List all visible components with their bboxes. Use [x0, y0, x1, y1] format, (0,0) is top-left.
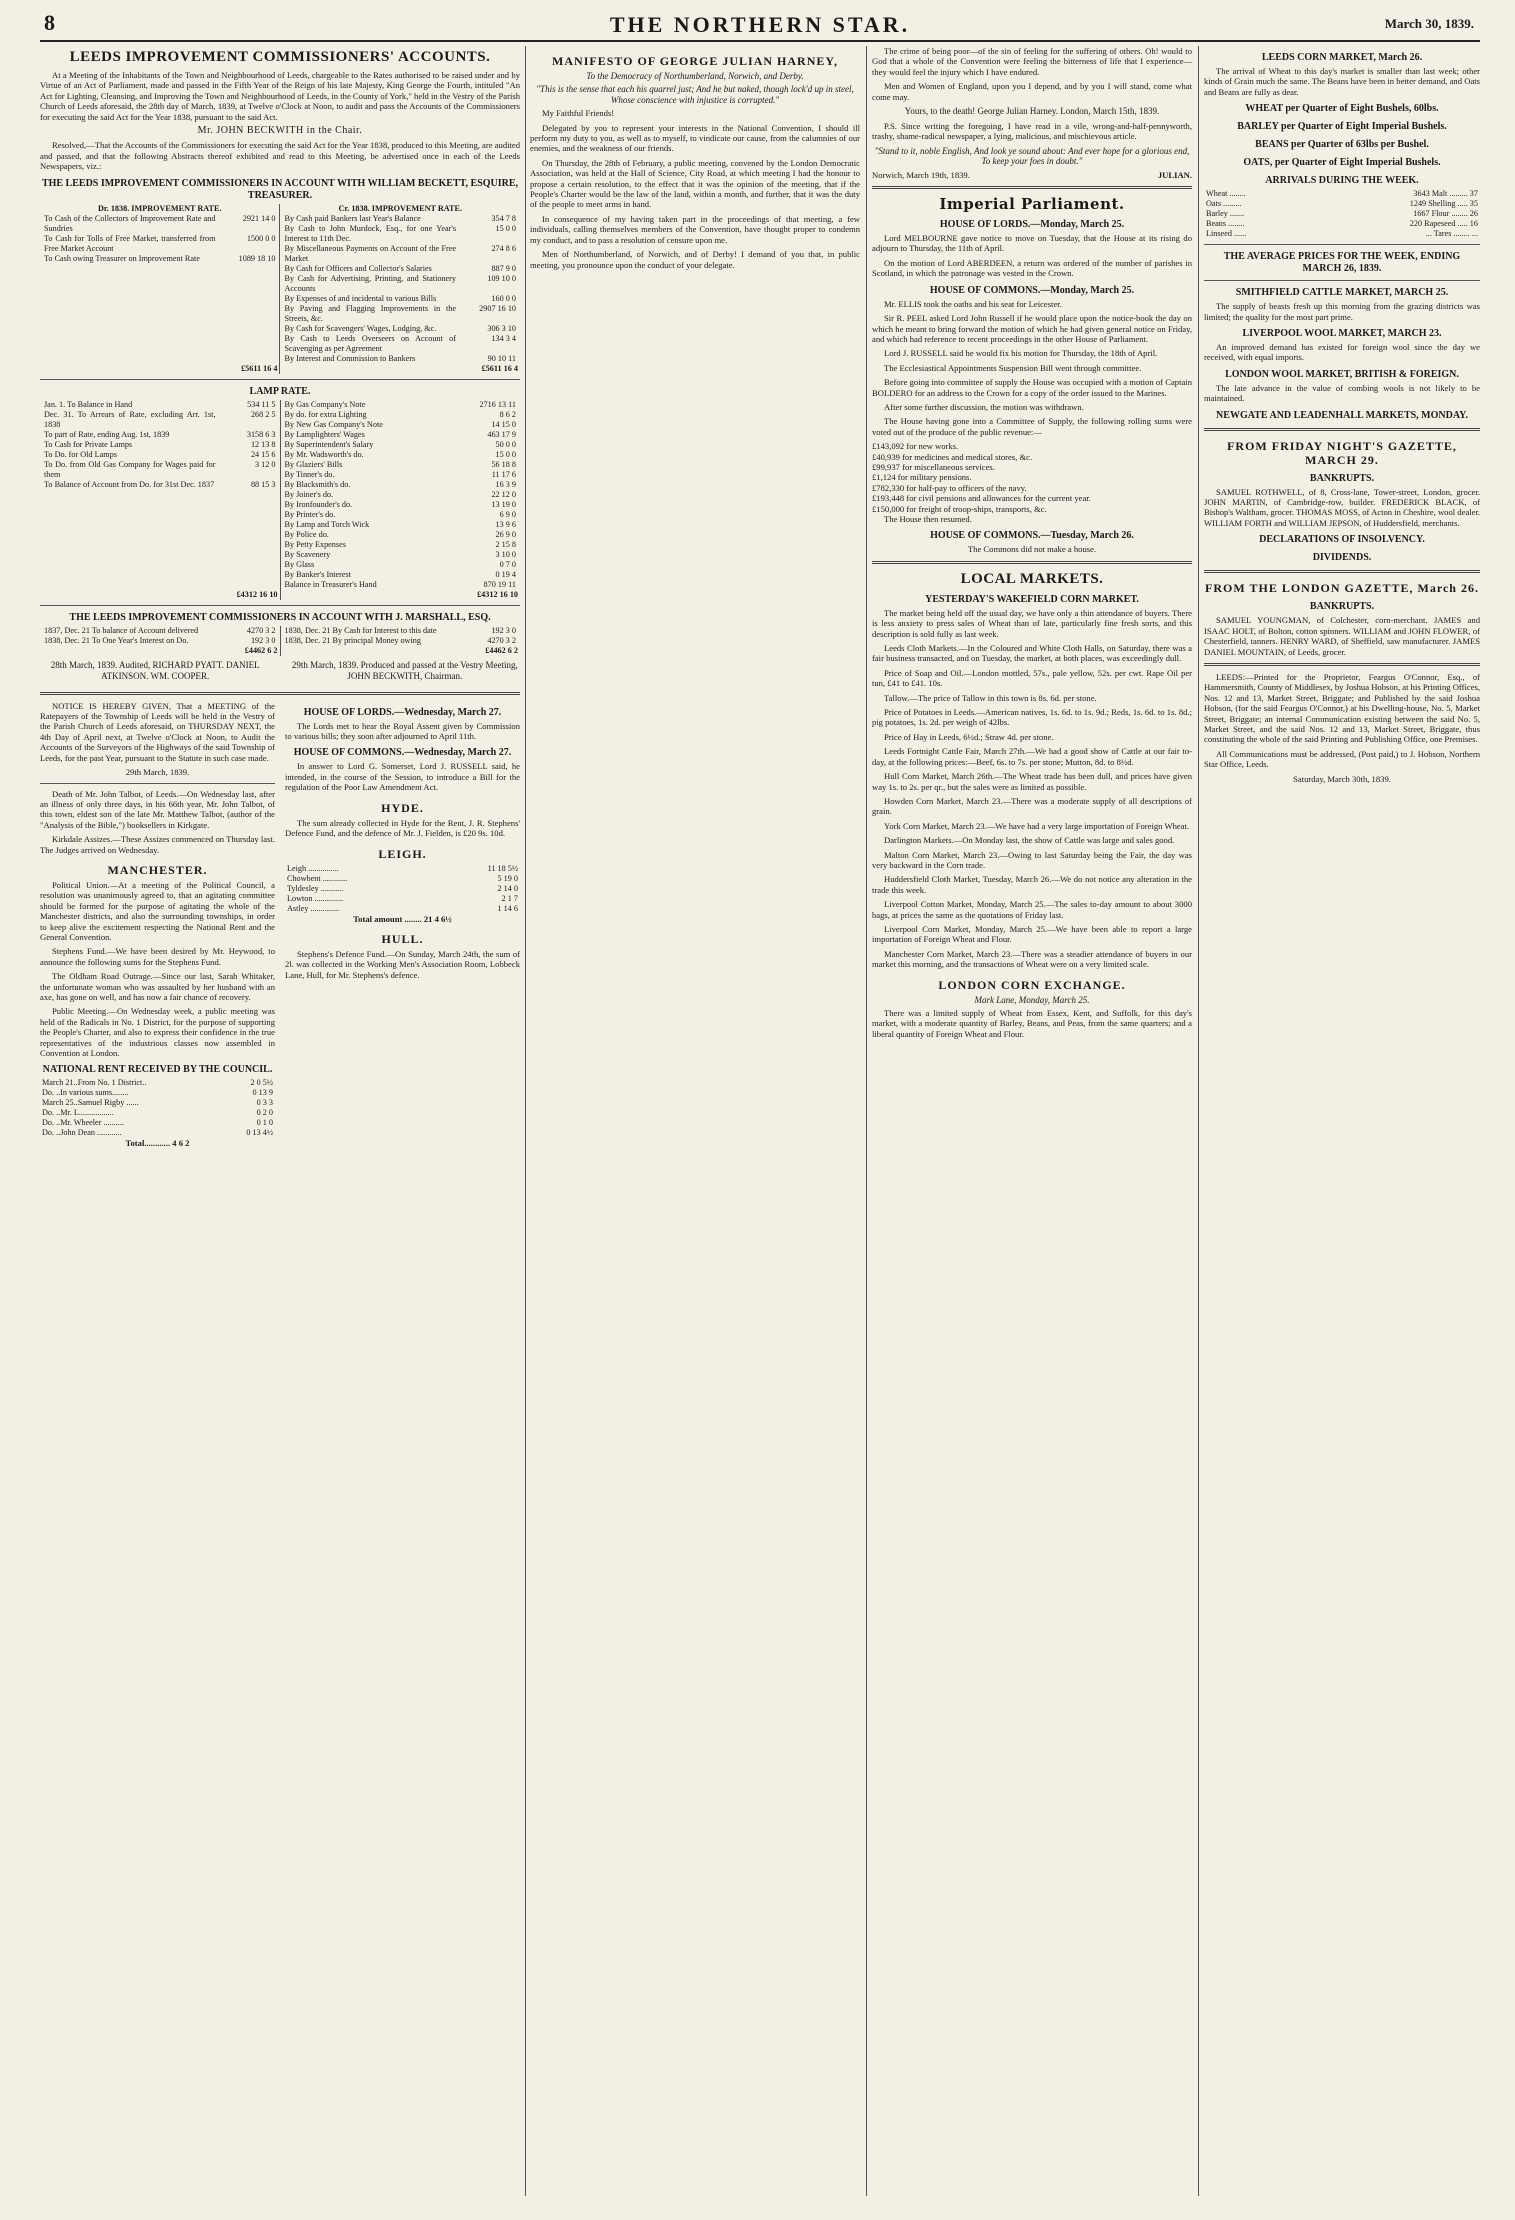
rent-amount: 2 0 5½	[250, 1078, 273, 1088]
leigh-item: Tyldesley ...........	[287, 883, 344, 893]
manifesto-poem: "Stand to it, noble English, And look ye sound about: And ever hope for a glorious end, To keep your foes in doubt."	[874, 145, 1190, 167]
account-row-amount: 26 9 0	[495, 529, 516, 539]
market-report: Price of Soap and Oil.—London mottled, 57s., pale yellow, 52s. per cwt. Rape Oil per tun, £41 to £41. 10s.	[872, 667, 1192, 689]
leigh-total: Total amount ........ 21 4 6½	[353, 913, 452, 924]
imperial-parliament-heading: Imperial Parliament.	[939, 195, 1125, 214]
barley-heading: BARLEY per Quarter of Eight Imperial Bushels.	[1237, 121, 1447, 133]
account-row-amount: 3 12 0	[255, 459, 276, 469]
table-row	[1204, 199, 1480, 209]
table-row	[285, 864, 520, 874]
audit-left: 28th March, 1839. Audited, RICHARD PYATT. DANIEL ATKINSON. WM. COOPER.	[50, 659, 260, 681]
account-row-item: 1838, Dec. 21 By principal Money owing	[284, 635, 421, 645]
account-1-total: £5611 16 4	[481, 363, 518, 373]
london-corn-heading: LONDON CORN EXCHANGE.	[938, 977, 1126, 992]
arrival-amount: 1249 Shelling ..... 35	[1409, 199, 1478, 209]
account-2-total: £4462 6 2	[244, 645, 278, 655]
manifesto-paragraph: Delegated by you to represent your interests in the National Convention, I should ill perform my duty to you, as well as to myself, to vindicate our cause, from the calumnies of our enemies, and the weakness of our friends.	[530, 122, 860, 154]
leigh-item: Leigh ...............	[287, 863, 339, 873]
commons-report: Mr. ELLIS took the oaths and his seat for Leicester.	[884, 298, 1062, 309]
account-row-item: 1837, Dec. 21 To balance of Account delivered	[44, 625, 199, 635]
gazette-heading: FROM THE LONDON GAZETTE, March 26.	[1205, 581, 1479, 596]
divider	[1204, 244, 1480, 245]
divider	[40, 692, 520, 695]
account-row-amount: 268 2 5	[250, 409, 276, 419]
arrivals-heading: ARRIVALS DURING THE WEEK.	[1265, 175, 1419, 187]
account-row-item: By Banker's Interest	[284, 569, 352, 579]
account-row-amount: 870 19 11	[483, 579, 516, 589]
account-row-item: By Cash for Officers and Collector's Salaries	[284, 263, 432, 273]
account-row-item: By Glass	[284, 559, 315, 569]
resolution-text: Resolved,—That the Accounts of the Commissioners for executing the said Act for the Year 1838, produced to this Meeting, are audited and passed, and that the following Abstracts thereof exhibited and read to this Meeting, be advertised once in each of the Leeds Newspapers, viz.:	[40, 140, 520, 172]
poem-signer: JULIAN.	[1157, 169, 1192, 180]
manifesto-salutation: My Faithful Friends!	[542, 108, 615, 119]
market-report: The arrival of Wheat to this day's market is smaller than last week; other kinds of Grain much the same. The Beans have been in better demand, and Oats and Beans are fully as dear.	[1204, 66, 1480, 97]
arrival-item: Linseed ......	[1206, 229, 1247, 239]
account-row-item: By Interest and Commission to Bankers	[284, 353, 416, 363]
leeds-corn-heading: LEEDS CORN MARKET, March 26.	[1261, 52, 1423, 63]
market-report: The late advance in the value of combing wools is not likely to be maintained.	[1204, 382, 1480, 404]
account-row-amount: 15 0 0	[495, 223, 516, 233]
account-row-amount: 16 3 9	[495, 479, 516, 489]
market-report: There was a limited supply of Wheat from Essex, Kent, and Suffolk, for this day's market, with a moderate quantity of Barley, Beans, and Peas, from the same quarters; and a liberal quantity of Foreign Wheat and Flour.	[872, 1008, 1192, 1039]
hull-report: Stephens's Defence Fund.—On Sunday, March 24th, the sum of 2l. was collected in the Working Men's Association Room, Lobbeck Lane, Hull, for Mr. Stephens's defence.	[285, 948, 520, 980]
lords-heading: HOUSE OF LORDS.—Monday, March 25.	[939, 219, 1125, 231]
imprint-date: Saturday, March 30th, 1839.	[1293, 773, 1391, 784]
account-row-item: By Lamp and Torch Wick	[284, 519, 370, 529]
market-report: The supply of beasts fresh up this morning from the grazing districts was limited; the quality for the most part prime.	[1204, 301, 1480, 322]
london-wool-heading: LONDON WOOL MARKET, BRITISH & FOREIGN.	[1225, 368, 1459, 380]
manchester-heading: MANCHESTER.	[107, 862, 208, 877]
list-item: £193,448 for civil pensions and allowances for the current year.	[872, 493, 1091, 504]
rent-item: Do. ..Mr. L.................	[42, 1108, 114, 1118]
account-row-item: By Cash to Leeds Overseers on Account of Scavenging as per Agreement	[284, 333, 456, 353]
column-2	[530, 46, 860, 2196]
list-item: £143,092 for new works.	[872, 441, 959, 452]
account-row-item: To Do. from Old Gas Company for Wages paid for them	[44, 459, 216, 479]
account-row-item: By Cash for Advertising, Printing, and Stationery Accounts	[284, 273, 456, 293]
account-row-amount: 2 15 8	[495, 539, 516, 549]
account-row-amount: 15 0 0	[495, 449, 516, 459]
account-row-item: By Gas Company's Note	[284, 399, 366, 409]
account-1-table	[40, 204, 520, 374]
leigh-heading: LEIGH.	[378, 846, 427, 861]
account-row-item: By do. for extra Lighting	[284, 409, 367, 419]
column-rule	[525, 46, 526, 2196]
manifesto-paragraph: On Thursday, the 28th of February, a public meeting, convened by the London Democratic Association, was held at the Hall of Science, City Road, at which meeting I had the honour to propose a certain resolution, to the effect that it was the opinion of the meeting, that if the People's Charter would be the law of the land, within a month, and further, that it was the duty of the people to meet arms in hand.	[530, 157, 860, 210]
divider	[1204, 663, 1480, 666]
account-row-item: By Ironfounder's do.	[284, 499, 353, 509]
col1-lower	[40, 701, 520, 1149]
market-report: Manchester Corn Market, March 23.—There was a steadier attendance of buyers in our market this morning, and the transactions of Wheat were on a very limited scale.	[872, 948, 1192, 970]
lamp-total: £4312 16 10	[280, 590, 520, 600]
lords-report: On the motion of Lord ABERDEEN, a return was ordered of the number of parishes in Scotland, in which the patronage was vested in the Crown.	[872, 257, 1192, 279]
market-report: An improved demand has existed for foreign wool since the day we received, with equal imports.	[1204, 342, 1480, 363]
table-row	[40, 1088, 275, 1098]
newgate-heading: NEWGATE AND LEADENHALL MARKETS, MONDAY.	[1216, 409, 1468, 421]
divider	[1204, 428, 1480, 431]
bankrupts-heading: BANKRUPTS.	[1309, 472, 1375, 484]
average-prices-heading: THE AVERAGE PRICES FOR THE WEEK, ENDING MARCH 26, 1839.	[1223, 251, 1461, 275]
liverpool-wool-heading: LIVERPOOL WOOL MARKET, MARCH 23.	[1242, 328, 1442, 340]
national-rent-total: Total............ 4 6 2	[125, 1138, 190, 1149]
account-row-amount: 463 17 9	[487, 429, 516, 439]
table-row	[40, 1118, 275, 1128]
imprint: LEEDS:—Printed for the Proprietor, Feargus O'Connor, Esq., of Hammersmith, County of Middlesex, by Joshua Hobson, at his Printing Offices, Nos. 12 and 13, Market Street, Briggate; and Published by the said Joshua Hobson, (for the said Feargus O'Connor,) at his Dwelling-house, No. 5, Market Street, Briggate; an internal Communication existing between the said No. 5, Market Street, and the said Nos. 12 and 13, Market Street, Briggate, thus constituting the whole of the said Printing and Publishing Office, one Premises.	[1204, 671, 1480, 745]
commons-report: The House having gone into a Committee of Supply, the following rolling sums were voted out of the produce of the public revenue:—	[872, 416, 1192, 437]
account-row-amount: 14 15 0	[491, 419, 516, 429]
account-row-amount: 192 3 0	[491, 625, 516, 635]
masthead	[40, 8, 1480, 42]
account-row-amount: 534 11 5	[247, 399, 276, 409]
oats-heading: OATS, per Quarter of Eight Imperial Bushels.	[1243, 157, 1441, 169]
divider	[1204, 570, 1480, 573]
col1-lower-right	[285, 701, 520, 1149]
account-row-item: By Lamplighters' Wages	[284, 429, 365, 439]
audit-right: 29th March, 1839. Produced and passed at the Vestry Meeting, JOHN BECKWITH, Chairman.	[291, 659, 518, 681]
commons-heading: HOUSE OF COMMONS.—Monday, March 25.	[929, 284, 1135, 296]
account-1-debits	[42, 214, 277, 264]
gazette-heading: FROM FRIDAY NIGHT'S GAZETTE, MARCH 29.	[1227, 438, 1457, 467]
list-item: £99,937 for miscellaneous services.	[872, 461, 995, 472]
market-report: Liverpool Corn Market, Monday, March 25.—We have been able to report a large importation of Foreign Wheat and Flour.	[872, 923, 1192, 945]
account-2-table	[40, 626, 520, 656]
table-row	[285, 874, 520, 884]
account-row-item: To Do. for Old Lamps	[44, 449, 117, 459]
market-report: Leeds Cloth Markets.—In the Coloured and White Cloth Halls, on Saturday, there was a fair business transacted, and on Tuesday, the market, at both places, was exceedingly dull.	[872, 643, 1192, 664]
highways-notice: NOTICE IS HEREBY GIVEN, That a MEETING of the Ratepayers of the Township of Leeds will be held in the Vestry of the Parish Church of Leeds aforesaid, on THURSDAY NEXT, the 4th Day of April next, at Twelve o'Clock at Noon, to Audit the Accounts of the Surveyors of the Highways of the said Township of Leeds, for the past Year, pursuant to the Statute in such case made.	[40, 700, 275, 763]
account-row-amount: 4270 3 2	[246, 625, 276, 635]
lamp-total: £4312 16 10	[236, 589, 278, 599]
market-report: Leeds Fortnight Cattle Fair, March 27th.—We had a good show of Cattle at our fair to-day, at the following prices:—Beef, 6s. to 7s. per stone; Mutton, 8d. to 8½d.	[872, 746, 1192, 767]
bankrupts-heading: BANKRUPTS.	[1309, 601, 1375, 613]
arrival-item: Barley .......	[1206, 209, 1245, 219]
commons-report: In answer to Lord G. Somerset, Lord J. RUSSELL said, he intended, in the course of the Session, to introduce a Bill for the regulation of the Poor Law Amendment Act.	[285, 761, 520, 793]
manifesto-subheading: To the Democracy of Northumberland, Norwich, and Derby.	[586, 71, 804, 81]
manifesto-paragraph: Men of Northumberland, of Norwich, and of Derby! I demand of you that, in public meeting, you pronounce upon the conduct of your delegate.	[530, 249, 860, 270]
account-row-amount: 13 9 6	[495, 519, 516, 529]
account-row-item: By Cash for Scavengers' Wages, Lodging, &c.	[284, 323, 437, 333]
account-row-amount: 160 0 0	[491, 293, 516, 303]
commons-heading: HOUSE OF COMMONS.—Wednesday, March 27.	[293, 747, 512, 759]
market-report: York Corn Market, March 23.—We have had a very large importation of Foreign Wheat.	[884, 820, 1190, 831]
account-row-amount: 0 7 0	[499, 559, 516, 569]
account-1-total: £5611 16 4	[241, 363, 278, 373]
account-row-item: To Cash of the Collectors of Improvement Rate and Sundries	[44, 213, 216, 233]
leigh-amount: 5 19 0	[497, 873, 518, 883]
london-corn-subheading: Mark Lane, Monday, March 25.	[974, 994, 1090, 1005]
account-row-amount: 11 17 6	[491, 469, 516, 479]
wheat-heading: WHEAT per Quarter of Eight Bushels, 60lbs.	[1245, 103, 1439, 115]
local-markets-heading: LOCAL MARKETS.	[960, 570, 1104, 587]
account-1-cr-head: Cr. 1838. IMPROVEMENT RATE.	[280, 204, 520, 214]
commons-report: The Ecclesiastical Appointments Suspension Bill went through committee.	[884, 362, 1142, 373]
account-row-amount: 192 3 0	[250, 635, 276, 645]
manifesto-paragraph: In consequence of my having taken part in the proceedings of that meeting, a few individuals, calling themselves members of the Convention, have thought proper to condemn my conduct, and to pass a resolution of censure upon me.	[530, 213, 860, 245]
table-row	[1204, 189, 1480, 199]
market-report: Hull Corn Market, March 26th.—The Wheat trade has been dull, and prices have given way 1s. to 2s. per qr., but the sales were as limited as possible.	[872, 771, 1192, 792]
beans-heading: BEANS per Quarter of 63lbs per Bushel.	[1255, 139, 1429, 151]
poem-date: Norwich, March 19th, 1839.	[872, 169, 970, 180]
notice-date: 29th March, 1839.	[125, 767, 190, 778]
list-item: £1,124 for military pensions.	[872, 472, 972, 483]
account-row-amount: 274 8 6	[491, 243, 516, 253]
leigh-item: Lowton ..............	[287, 893, 344, 903]
bankrupts-list: SAMUEL ROTHWELL, of 8, Cross-lane, Tower-street, London, grocer. JOHN MARTIN, of Cambridge-row, builder. FREDERICK BLACK, of Bishop's Waltham, grocer. THOMAS MOSS, of Acton in Cheshire, wool dealer. WILLIAM FORTH and WILLIAM JEPSON, of Huddersfield, merchants.	[1204, 486, 1480, 528]
account-row-amount: 22 12 0	[491, 489, 516, 499]
divider	[40, 783, 275, 784]
wakefield-heading: YESTERDAY'S WAKEFIELD CORN MARKET.	[925, 593, 1139, 605]
rent-amount: 0 2 0	[256, 1108, 273, 1118]
accounts-intro: At a Meeting of the Inhabitants of the Town and Neighbourhood of Leeds, chargeable to the Rates authorised to be raised under and by Virtue of an Act of Parliament, made and passed in the Fifth Year of the Reign of his late Majesty, King George the Fourth, intituled "An Act for Lighting, Cleansing, and Improving the Town and Neighbourhood of Leeds, in the County of York," held in the Vestry of the Parish Church of Leeds aforesaid, the 28th day of March, 1839, at Twelve o'Clock at Noon, to audit and pass the Accounts of the Commissioners for executing the said Act for the Year 1838, pursuant to the said Act.	[40, 70, 520, 122]
account-row-item: 1838, Dec. 21 To One Year's Interest on Do.	[44, 635, 189, 645]
account-row-amount: 56 18 8	[491, 459, 516, 469]
account-row-amount: 2716 13 11	[479, 399, 516, 409]
hyde-report: The sum already collected in Hyde for the Rent, J. R. Stephens' Defence Fund, and the defence of Mr. J. Fielden, is £20 9s. 10d.	[285, 817, 520, 839]
table-row	[1204, 219, 1480, 229]
market-report: Malton Corn Market, March 23.—Owing to last Saturday being the Fair, the day was very backward in the Corn trade.	[872, 849, 1192, 870]
account-row-amount: 24 15 6	[250, 449, 276, 459]
divider	[1204, 280, 1480, 281]
leigh-item: Astley ..............	[287, 903, 340, 913]
account-row-item: By Glaziers' Bills	[284, 459, 343, 469]
rent-item: March 25..Samuel Rigby ......	[42, 1098, 139, 1108]
rent-amount: 0 1 0	[256, 1118, 273, 1128]
column-rule	[1198, 46, 1199, 2196]
list-item: £150,000 for freight of troop-ships, transports, &c.	[872, 503, 1047, 514]
hull-heading: HULL.	[381, 931, 424, 946]
market-report: Tallow.—The price of Tallow in this town is 8s. 6d. per stone.	[884, 692, 1097, 703]
account-row-amount: 354 7 8	[491, 213, 516, 223]
account-row-item: By Printer's do.	[284, 509, 336, 519]
column-4	[1204, 46, 1480, 2196]
public-meeting: Public Meeting.—On Wednesday week, a public meeting was held of the Radicals in No. 1 District, for the purpose of supporting the People's Charter, and also to express their confidence in the true representatives of the industrious classes now assembled in Convention at London.	[40, 1006, 275, 1059]
column-1	[40, 46, 520, 2196]
table-row	[285, 894, 520, 904]
account-row-amount: 109 10 0	[487, 273, 516, 283]
oldham-outrage: The Oldham Road Outrage.—Since our last, Sarah Whitaker, the unfortunate woman who was assaulted by her husband with an axe, has gone on well, and has now a fair chance of recovery.	[40, 971, 275, 1002]
account-row-item: By Miscellaneous Payments on Account of the Free Market	[284, 243, 456, 263]
divider	[40, 605, 520, 606]
manifesto-sign-off: Yours, to the death! George Julian Harney. London, March 15th, 1839.	[904, 106, 1160, 117]
col1-lower-left	[40, 701, 275, 1149]
account-row-item: By Tinner's do.	[284, 469, 335, 479]
leigh-amount: 1 14 6	[497, 903, 518, 913]
account-row-item: By Expenses of and incidental to various Bills	[284, 293, 437, 303]
account-row-amount: 88 15 3	[250, 479, 276, 489]
account-row-amount: 6 9 0	[499, 509, 516, 519]
arrival-amount: ... Tares ........ ...	[1425, 229, 1478, 239]
poem-signature	[872, 170, 1192, 180]
arrival-amount: 1667 Flour ........ 26	[1413, 209, 1478, 219]
market-report: The market being held off the usual day, we have only a thin attendance of buyers. There is less anxiety to press sales of Wheat than of late, particularly fine fresh sorts, and this description is sold fully as last week.	[872, 607, 1192, 639]
account-row-amount: 887 9 0	[491, 263, 516, 273]
arrival-item: Oats .........	[1206, 199, 1242, 209]
table-row	[285, 904, 520, 914]
account-row-item: Balance in Treasurer's Hand	[284, 579, 377, 589]
account-row-amount: 90 10 11	[487, 353, 516, 363]
account-row-item: By Police do.	[284, 529, 329, 539]
table-row	[40, 1098, 275, 1108]
insolvency-heading: DECLARATIONS OF INSOLVENCY.	[1259, 534, 1425, 546]
account-row-item: By Cash to John Murdock, Esq., for one Year's Interest to 11th Dec.	[284, 223, 456, 243]
smithfield-heading: SMITHFIELD CATTLE MARKET, MARCH 25.	[1235, 287, 1449, 299]
account-row-amount: 8 6 2	[499, 409, 516, 419]
supply-list	[872, 441, 1192, 514]
account-row-item: By Scavenery	[284, 549, 331, 559]
account-1-dr-head: Dr. 1838. IMPROVEMENT RATE.	[97, 203, 222, 213]
leigh-amount: 2 1 7	[501, 893, 518, 903]
leigh-item: Chowbent ............	[287, 873, 348, 883]
account-row-item: To Cash for Tolls of Free Market, transferred from Free Market Account	[44, 233, 216, 253]
page-number: 8	[44, 10, 55, 35]
lords-report: Lord MELBOURNE gave notice to move on Tuesday, that the House at its rising do adjourn to Thursday, the 11th of April.	[872, 233, 1192, 254]
rent-amount: 0 13 9	[252, 1088, 273, 1098]
market-report: Darlington Markets.—On Monday last, the show of Cattle was large and sales good.	[884, 835, 1175, 846]
account-row-item: To part of Rate, ending Aug. 1st, 1839	[44, 429, 170, 439]
account-row-amount: 134 3 4	[491, 333, 516, 343]
account-row-amount: 306 3 10	[487, 323, 516, 333]
rent-amount: 0 3 3	[256, 1098, 273, 1108]
political-union: Political Union.—At a meeting of the Political Council, a resolution was unanimously agreed to, that an agitating committee should be formed for the purpose of agitating the whole of the Manchester districts, and also the surrounding townships, in order to keep alive the excitement respecting the National Rent and the General Convention.	[40, 879, 275, 942]
manifesto-verse: "This is the sense that each his quarrel just; And he but naked, though lock'd up in steel, Whose conscience with injustice is corrupted."	[536, 84, 854, 105]
audit-signatures	[40, 656, 520, 686]
market-report: Price of Potatoes in Leeds.—American natives, 1s. 6d. to 1s. 9d.; Reds, 1s. 6d. to 1s. 8d.; pig potatoes, 1s. 2d. per weigh of 42lbs.	[872, 707, 1192, 728]
account-1-credits	[282, 214, 518, 364]
column-rule	[866, 46, 867, 2196]
issue-date: March 30, 1839.	[1384, 16, 1474, 31]
hyde-heading: HYDE.	[381, 800, 424, 815]
commons-heading: HOUSE OF COMMONS.—Tuesday, March 26.	[930, 530, 1134, 542]
account-row-item: By New Gas Company's Note	[284, 419, 383, 429]
list-item: £782,330 for half-pay to officers of the navy.	[872, 482, 1027, 493]
account-row-amount: 1089 18 10	[238, 253, 276, 263]
account-row-item: By Paving and Flagging Improvements in the Streets, &c.	[284, 303, 456, 323]
account-row-item: By Cash paid Bankers last Year's Balance	[284, 213, 421, 223]
account-2-total: £4462 6 2	[280, 646, 520, 656]
account-row-item: By Petty Expenses	[284, 539, 346, 549]
kirkdale-assizes: Kirkdale Assizes.—These Assizes commenced on Thursday last. The Judges arrived on Wednesday.	[40, 834, 275, 855]
manifesto-postscript: P.S. Since writing the foregoing, I have read in a vile, wrong-and-half-pennyworth, trashy, shame-radical newspaper, a lying, malicious, and mischievous article.	[872, 121, 1192, 142]
account-row-item: By Superintendent's Salary	[284, 439, 374, 449]
account-row-item: By Joiner's do.	[284, 489, 334, 499]
imprint-contact: All Communications must be addressed, (Post paid,) to J. Hobson, Northern Star Office, Leeds.	[1204, 748, 1480, 770]
account-row-amount: 3158 6 3	[246, 429, 276, 439]
commons-report: Before going into committee of supply the House was occupied with a motion of Captain BOLDERO for an address to the Crown for a copy of the order issued to the Marines.	[872, 377, 1192, 398]
arrivals-table	[1204, 189, 1480, 239]
account-row-amount: 1500 0 0	[246, 233, 276, 243]
leigh-table	[285, 864, 520, 914]
table-row	[40, 1108, 275, 1118]
market-report: Howden Corn Market, March 23.—There was a moderate supply of all descriptions of grain.	[872, 795, 1192, 817]
market-report: Liverpool Cotton Market, Monday, March 25.—The sales to-day amount to about 3000 bags, at prices the same as the quotations of Friday last.	[872, 899, 1192, 920]
commons-report: Sir R. PEEL asked Lord John Russell if he would place upon the notice-book the day on which he meant to bring forward the motion of which he had given general notice on Friday, and which had reference to recent proceedings in the other House of Parliament.	[872, 313, 1192, 344]
account-row-item: By Blacksmith's do.	[284, 479, 351, 489]
account-row-item: To Cash owing Treasurer on Improvement Rate	[44, 253, 200, 263]
lords-heading: HOUSE OF LORDS.—Wednesday, March 27.	[303, 706, 502, 718]
rent-item: March 21..From No. 1 District..	[42, 1078, 147, 1088]
table-row	[1204, 209, 1480, 219]
newspaper-title: THE NORTHERN STAR.	[609, 12, 911, 37]
manifesto-paragraph: Men and Women of England, upon you I depend, and by you I will stand, come what come may.	[872, 81, 1192, 102]
divider	[872, 186, 1192, 189]
table-row	[1204, 229, 1480, 239]
account-row-item: By Mr. Wadsworth's do.	[284, 449, 364, 459]
lamp-rate-table	[40, 400, 520, 600]
account-row-item: Jan. 1. To Balance in Hand	[44, 399, 133, 409]
market-report: Huddersfield Cloth Market, Tuesday, March 26.—We do not notice any alteration in the trade this week.	[872, 874, 1192, 895]
account-row-amount: 3 10 0	[495, 549, 516, 559]
national-rent-heading: NATIONAL RENT RECEIVED BY THE COUNCIL.	[42, 1064, 273, 1076]
accounts-heading: LEEDS IMPROVEMENT COMMISSIONERS' ACCOUNTS.	[69, 49, 491, 65]
lamp-rate-head: LAMP RATE.	[249, 385, 311, 397]
table-row	[40, 1128, 275, 1138]
bankrupts-list: SAMUEL YOUNGMAN, of Colchester, corn-merchant. JAMES and ISAAC HOLT, of Bolton, cotton spinners. WILLIAM and JOHN FLOWER, of Chesterfield, tanners. HENRY WARD, of Sheffield, saw manufacturer. JAMES DANIEL MOUNTAIN, of Leeds, grocer.	[1204, 615, 1480, 657]
arrival-item: Wheat ........	[1206, 189, 1246, 199]
account-row-item: 1838, Dec. 21 By Cash for Interest to this date	[284, 625, 437, 635]
manifesto-paragraph: The crime of being poor—of the sin of feeling for the suffering of others. Oh! would to God that a whole of the Convention were feeling the bitterness of life that I experience—they would feel the injury which I have endured.	[872, 46, 1192, 77]
divider	[40, 379, 520, 380]
list-item: £40,939 for medicines and medical stores, &c.	[872, 451, 1033, 462]
account-row-amount: 13 19 0	[491, 499, 516, 509]
account-row-amount: 50 0 0	[495, 439, 516, 449]
commons-report: After some further discussion, the motion was withdrawn.	[884, 401, 1084, 412]
column-3	[872, 46, 1192, 2196]
leigh-amount: 11 18 5½	[487, 863, 518, 873]
account-row-amount: 12 13 8	[250, 439, 276, 449]
table-row	[285, 884, 520, 894]
chair-line: Mr. JOHN BECKWITH in the Chair.	[197, 125, 363, 137]
market-report: Price of Hay in Leeds, 6½d.; Straw 4d. per stone.	[884, 731, 1054, 742]
rent-item: Do. ..Mr. Wheeler ..........	[42, 1118, 124, 1128]
arrival-amount: 220 Rapeseed ..... 16	[1409, 219, 1478, 229]
death-notice: Death of Mr. John Talbot, of Leeds.—On Wednesday last, after an illness of only three days, in his 66th year, Mr. John Talbot, of this town, eldest son of the late Mr. Matthew Talbot, (author of the "Analysis of the Bible,") booksellers in Kirkgate.	[40, 788, 275, 830]
supply-note: The House then resumed.	[884, 514, 972, 524]
national-rent-table	[40, 1078, 275, 1138]
commons-report: The Commons did not make a house.	[967, 544, 1097, 555]
arrival-item: Beans ........	[1206, 219, 1245, 229]
rent-item: Do. ..John Dean ............	[42, 1128, 122, 1138]
lamp-debits	[42, 400, 278, 490]
arrival-amount: 3643 Malt ......... 37	[1413, 189, 1478, 199]
account-row-item: Dec. 31. To Arrears of Rate, excluding Arr. 1st, 1838	[44, 409, 216, 429]
account-row-amount: 2907 16 10	[479, 303, 516, 313]
account-row-amount: 0 19 4	[495, 569, 516, 579]
account-1-title: THE LEEDS IMPROVEMENT COMMISSIONERS IN ACCOUNT WITH WILLIAM BECKETT, ESQUIRE, TREASURER.	[41, 177, 519, 201]
dividends-heading: DIVIDENDS.	[1312, 552, 1372, 564]
stephens-fund: Stephens Fund.—We have been desired by Mr. Heywood, to announce the following sums for the Stephens Fund.	[40, 946, 275, 967]
lamp-credits	[283, 400, 519, 590]
table-row	[40, 1078, 275, 1088]
leigh-amount: 2 14 0	[497, 883, 518, 893]
account-row-item: To Balance of Account from Do. for 31st Dec. 1837	[44, 479, 215, 489]
account-row-amount: 4270 3 2	[487, 635, 516, 645]
manifesto-heading: MANIFESTO OF GEORGE JULIAN HARNEY,	[552, 54, 838, 68]
rent-amount: 0 13 4½	[246, 1128, 273, 1138]
account-row-item: To Cash for Private Lamps	[44, 439, 133, 449]
divider	[872, 561, 1192, 564]
account-row-amount: 2921 14 0	[242, 213, 276, 223]
lords-report: The Lords met to hear the Royal Assent given by Commission to various bills; they soon after adjourned to April 11th.	[285, 720, 520, 742]
account-2-title: THE LEEDS IMPROVEMENT COMMISSIONERS IN ACCOUNT WITH J. MARSHALL, ESQ.	[69, 611, 491, 623]
commons-report: Lord J. RUSSELL said he would fix his motion for Thursday, the 18th of April.	[884, 348, 1158, 359]
rent-item: Do. ..In various sums........	[42, 1088, 129, 1098]
